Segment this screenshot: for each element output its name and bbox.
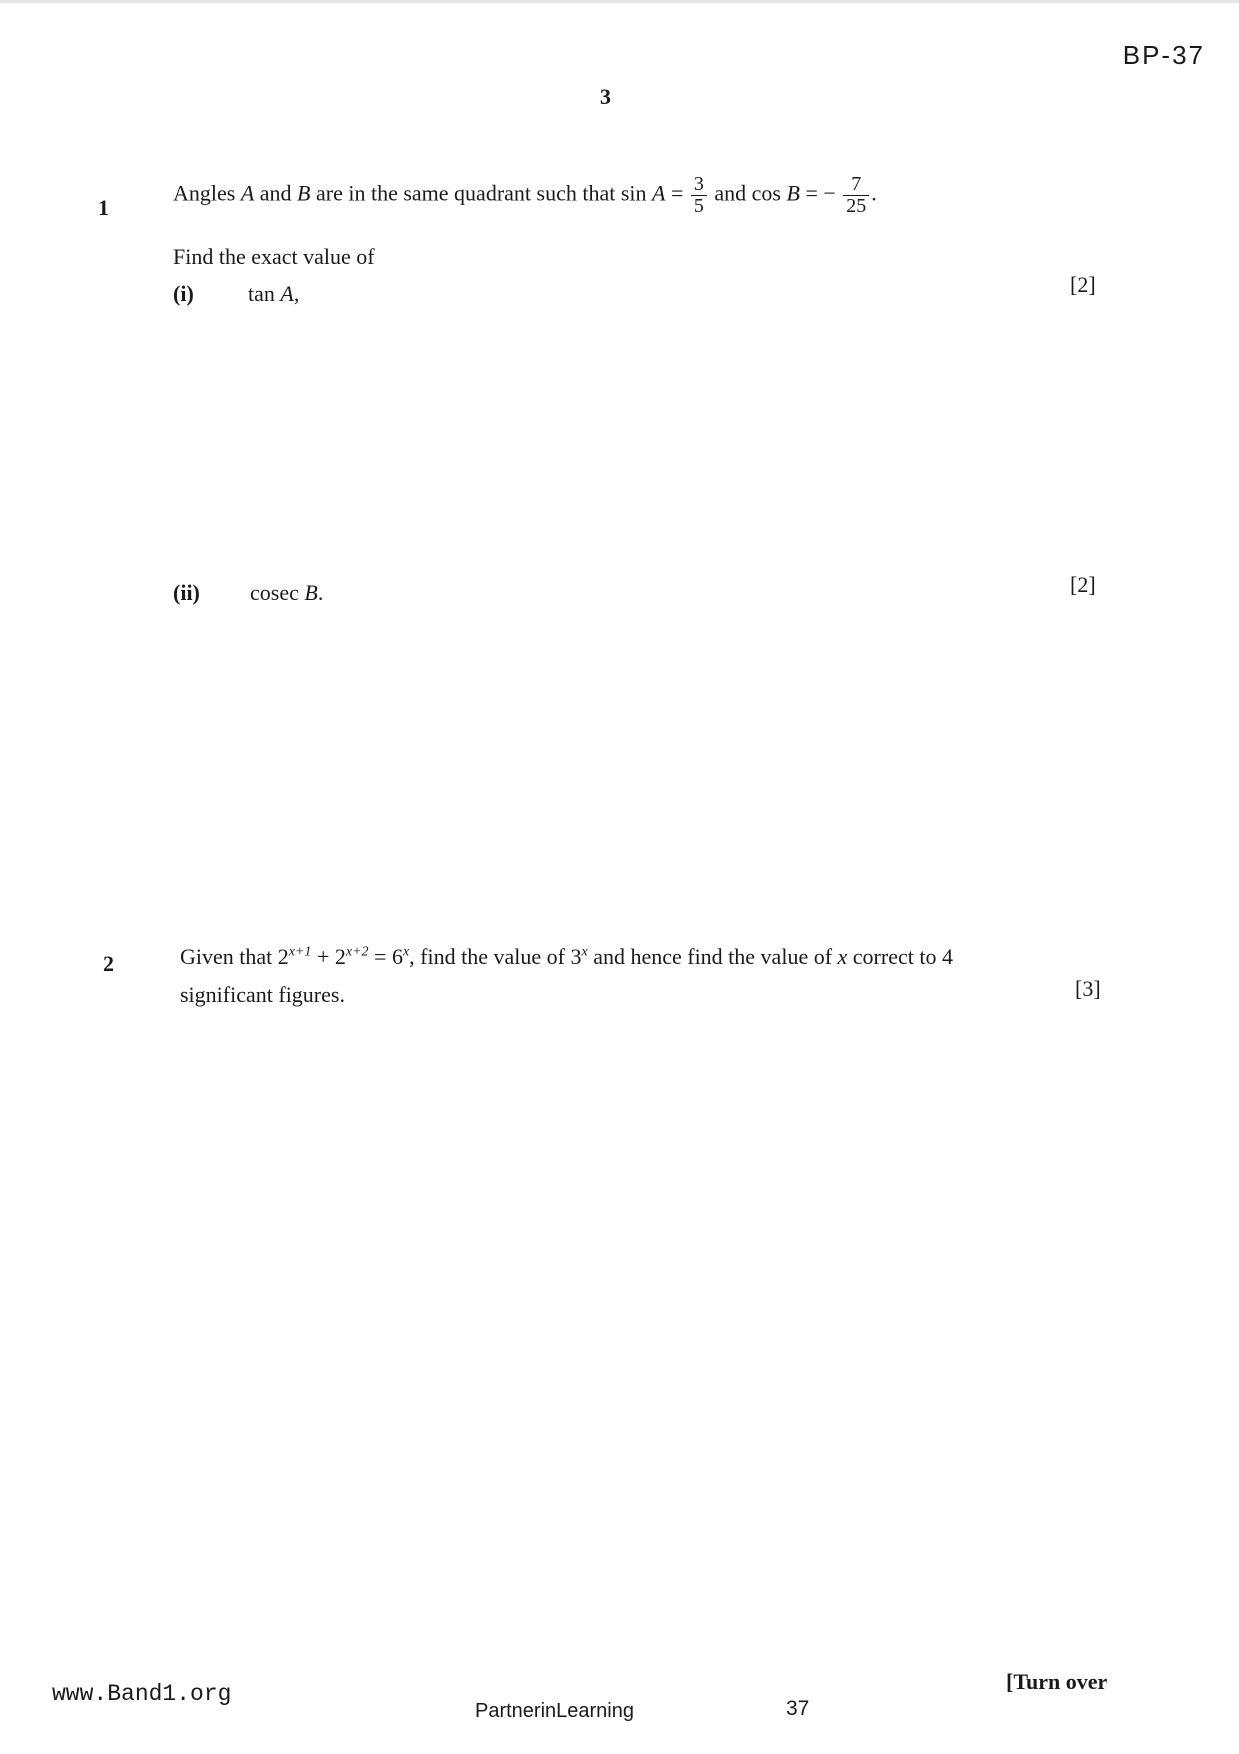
scan-edge — [0, 0, 1239, 3]
q2-term-3 — [392, 944, 409, 969]
q2-exp-1: x+1 — [288, 944, 312, 960]
part-ii-func: cosec — [250, 580, 299, 605]
question-2-line-1 — [180, 944, 953, 970]
q1-and-cos: and cos — [714, 180, 781, 206]
part-i-marks: [2] — [1070, 272, 1096, 297]
q1-var-b: B — [297, 180, 311, 206]
footer-partner: PartnerinLearning — [475, 1700, 634, 1722]
q2-plus: + — [316, 944, 330, 969]
part-ii-marks: [2] — [1070, 572, 1096, 597]
q2-exp-2: x+2 — [345, 944, 369, 960]
question-1-instruction: Find the exact value of — [173, 244, 375, 269]
part-i-expression — [248, 281, 299, 307]
footer-page-number: 37 — [786, 1697, 810, 1720]
q2-equals: = — [374, 944, 387, 969]
part-i-var: A — [280, 281, 294, 306]
part-ii-expression — [250, 580, 323, 606]
footer-website: www.Band1.org — [52, 1681, 232, 1707]
page-number: 3 — [600, 84, 611, 109]
q2-term-2 — [335, 944, 369, 969]
q2-end-1: correct to 4 — [852, 944, 953, 969]
q2-base-1: 2 — [277, 944, 289, 969]
part-i-func: tan — [248, 281, 275, 306]
question-2-line-2: significant figures. — [180, 982, 345, 1007]
q2-base-2: 2 — [334, 944, 346, 969]
q1-eq: = — [670, 180, 684, 206]
q2-term-1 — [278, 944, 312, 969]
turn-over: [Turn over — [1006, 1669, 1108, 1694]
question-2-number: 2 — [103, 951, 114, 976]
fraction-cos-b — [843, 174, 869, 217]
q1-var-b2: B — [786, 180, 800, 206]
q2-given: Given that — [180, 944, 273, 969]
q2-exp-4: x — [581, 944, 588, 960]
q1-period: . — [871, 180, 877, 206]
fraction-cos-b-num: 7 — [843, 174, 869, 196]
question-1-stem — [173, 174, 877, 217]
q2-base-3: 6 — [391, 944, 403, 969]
q2-mid: , find the value of — [409, 944, 565, 969]
q2-term-4 — [570, 944, 587, 969]
q2-exp-3: x — [402, 944, 410, 960]
q2-base-4: 3 — [570, 944, 582, 969]
q1-var-a2: A — [652, 180, 666, 206]
q1-stem-mid: are in the same quadrant such that sin — [316, 180, 647, 206]
fraction-cos-b-den: 25 — [846, 195, 867, 217]
question-2-marks: [3] — [1075, 976, 1101, 1001]
part-ii-label: (ii) — [173, 580, 200, 605]
fraction-sin-a-num: 3 — [691, 174, 707, 196]
q1-stem-prefix: Angles — [173, 180, 236, 206]
fraction-sin-a-den: 5 — [693, 195, 704, 217]
q2-var-x: x — [837, 944, 848, 969]
part-ii-suffix: . — [317, 580, 324, 605]
paper-code: BP-37 — [1122, 40, 1205, 70]
fraction-sin-a — [691, 174, 707, 217]
q1-var-a: A — [240, 180, 255, 206]
q1-and: and — [259, 180, 292, 206]
part-ii-var: B — [304, 580, 318, 605]
part-i-suffix: , — [293, 281, 300, 306]
q2-mid-2: and hence find the value of — [593, 944, 833, 969]
question-1-number: 1 — [98, 195, 109, 220]
part-i-label: (i) — [173, 281, 194, 306]
q1-eq-neg: = − — [805, 180, 836, 206]
